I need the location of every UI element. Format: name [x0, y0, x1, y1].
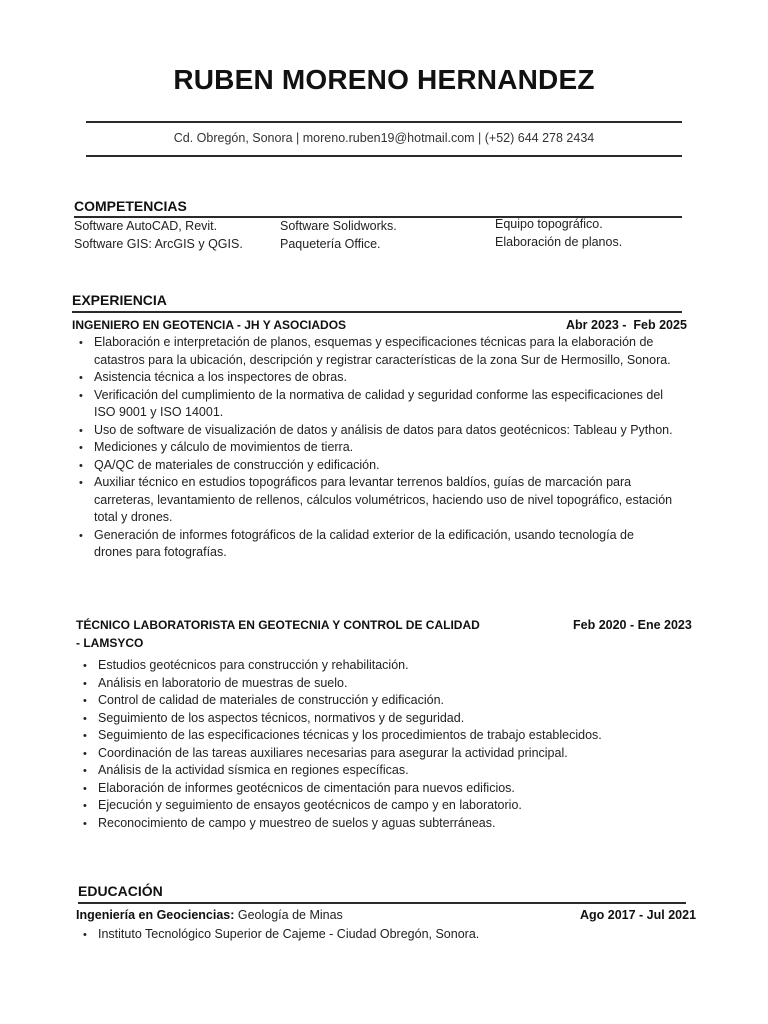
list-item: • Estudios geotécnicos para construcción y rehabilitación.	[78, 657, 678, 675]
candidate-name: RUBEN MORENO HERNANDEZ	[173, 64, 595, 95]
competencias-col-2	[280, 218, 397, 253]
contact-line: Cd. Obregón, Sonora | moreno.ruben19@hotmail.com | (+52) 644 278 2434	[173, 131, 595, 145]
education-date: Ago 2017 - Jul 2021	[580, 908, 697, 922]
competencias-col-3	[495, 216, 622, 251]
competencias-col-1	[74, 218, 243, 253]
job-title-line: TÉCNICO LABORATORISTA EN GEOTECNIA Y CONTROL DE CALIDAD	[76, 618, 480, 632]
list-item: • Coordinación de las tareas auxiliares necesarias para asegurar la actividad principal.	[78, 745, 678, 763]
skill-item: Software Solidworks.	[280, 219, 397, 233]
list-item: • Generación de informes fotográficos de la calidad exterior de la edificación, usando tecnología de drones para fotografías.	[74, 527, 674, 562]
job-date: Feb 2020 - Ene 2023	[573, 618, 692, 632]
job-date: Abr 2023 - Feb 2025	[566, 318, 687, 332]
list-item: • Ejecución y seguimiento de ensayos geotécnicos de campo y en laboratorio.	[78, 797, 678, 815]
list-item: • Auxiliar técnico en estudios topográficos para levantar terrenos baldíos, guías de marcación para carreteras, levantamiento de rellenos, cálculos volumétricos, haciendo uso de nivel topográfico, estación total y drones.	[74, 474, 674, 527]
list-item: • Asistencia técnica a los inspectores de obras.	[74, 369, 674, 387]
skill-item: Elaboración de planos.	[495, 234, 623, 249]
skill-item: Software AutoCAD, Revit.	[74, 219, 218, 233]
job-bullet-list	[74, 334, 674, 562]
list-item: • Seguimiento de los aspectos técnicos, normativos y de seguridad.	[78, 710, 678, 728]
list-item: • Reconocimiento de campo y muestreo de suelos y aguas subterráneas.	[78, 815, 678, 833]
list-item: • Análisis de la actividad sísmica en regiones específicas.	[78, 762, 678, 780]
list-item: • QA/QC de materiales de construcción y edificación.	[74, 457, 674, 475]
list-item: • Instituto Tecnológico Superior de Cajeme - Ciudad Obregón, Sonora.	[78, 926, 678, 944]
list-item: • Verificación del cumplimiento de la normativa de calidad y seguridad conforme las especificaciones del ISO 9001 y ISO 14001.	[74, 387, 674, 422]
list-item: • Seguimiento de las especificaciones técnicas y los procedimientos de trabajo establecidos.	[78, 727, 678, 745]
list-item: • Elaboración de informes geotécnicos de cimentación para nuevos edificios.	[78, 780, 678, 798]
header-top-rule	[86, 121, 682, 123]
job-title: INGENIERO EN GEOTENCIA - JH Y ASOCIADOS	[72, 318, 347, 332]
list-item: • Uso de software de visualización de datos y análisis de datos para datos geotécnicos: Tableau y Python.	[74, 422, 674, 440]
skill-item: Software GIS: ArcGIS y QGIS.	[74, 236, 243, 251]
section-title-competencias: COMPETENCIAS	[74, 198, 187, 214]
section-title-educacion: EDUCACIÓN	[78, 883, 163, 899]
skill-item: Paquetería Office.	[280, 236, 381, 251]
job-title	[76, 616, 480, 652]
experiencia-rule	[72, 311, 682, 313]
education-degree	[76, 908, 343, 922]
educacion-rule	[78, 902, 686, 904]
degree-label: Ingeniería en Geociencias:	[76, 908, 235, 922]
job-title-line: - LAMSYCO	[76, 636, 144, 650]
section-title-experiencia: EXPERIENCIA	[72, 292, 167, 308]
list-item: • Mediciones y cálculo de movimientos de tierra.	[74, 439, 674, 457]
job-bullet-list	[78, 657, 678, 832]
skill-item: Equipo topográfico.	[495, 217, 603, 231]
list-item: • Control de calidad de materiales de construcción y edificación.	[78, 692, 678, 710]
education-bullet-list	[78, 926, 678, 944]
header-bottom-rule	[86, 155, 682, 157]
list-item: • Elaboración e interpretación de planos, esquemas y especificaciones técnicas para la elaboración de catastros para la ubicación, descripción y registrar características de la zona Sur de Hermosillo, Sonora.	[74, 334, 674, 369]
degree-detail: Geología de Minas	[234, 908, 343, 922]
list-item: • Análisis en laboratorio de muestras de suelo.	[78, 675, 678, 693]
